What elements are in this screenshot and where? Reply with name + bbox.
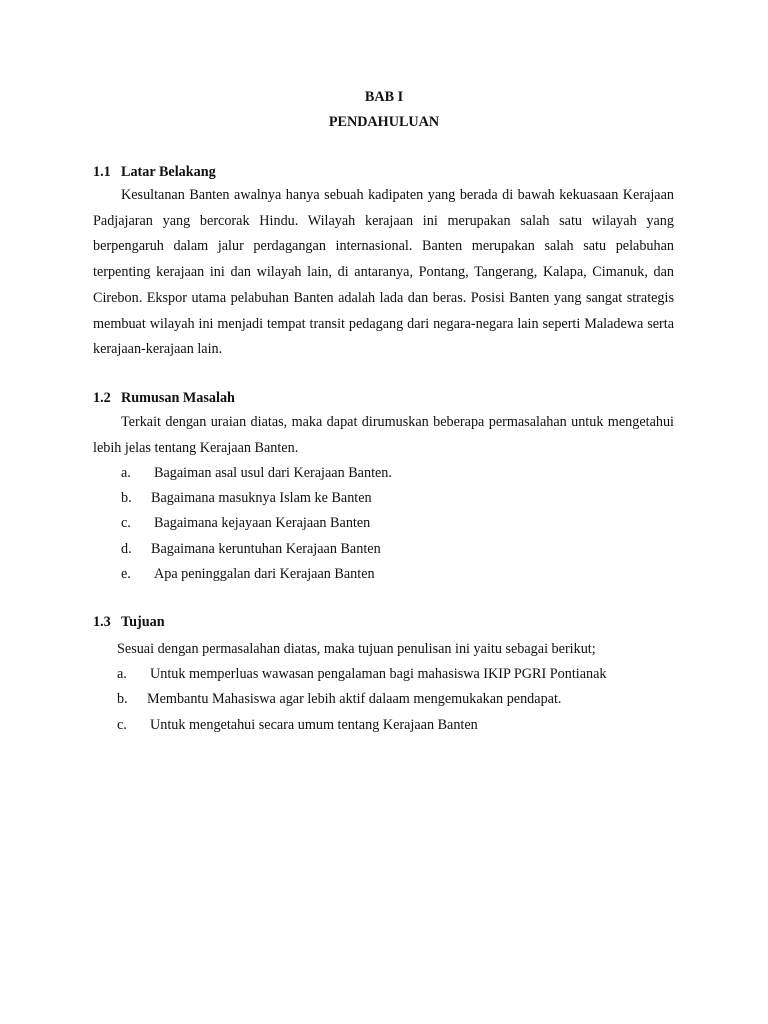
list-item: Membantu Mahasiswa agar lebih aktif dalaam mengemukakan pendapat. bbox=[147, 691, 562, 707]
section-heading-latar-belakang bbox=[93, 164, 216, 181]
list-marker: e. bbox=[121, 566, 131, 582]
list-item: Untuk memperluas wawasan pengalaman bagi mahasiswa IKIP PGRI Pontianak bbox=[150, 666, 607, 682]
tujuan-intro: Sesuai dengan permasalahan diatas, maka tujuan penulisan ini yaitu sebagai berikut; bbox=[117, 641, 596, 657]
chapter-label: BAB I bbox=[364, 89, 404, 105]
list-item: Bagaimana keruntuhan Kerajaan Banten bbox=[151, 541, 381, 557]
list-item: Untuk mengetahui secara umum tentang Kerajaan Banten bbox=[150, 717, 478, 733]
list-item: Bagaimana masuknya Islam ke Banten bbox=[151, 490, 372, 506]
chapter-title: PENDAHULUAN bbox=[328, 114, 440, 130]
list-marker: b. bbox=[117, 691, 128, 707]
section-number: 1.1 bbox=[93, 164, 111, 180]
list-marker: b. bbox=[121, 490, 132, 506]
list-item: Bagaiman asal usul dari Kerajaan Banten. bbox=[154, 465, 392, 481]
list-marker: c. bbox=[121, 515, 131, 531]
rumusan-masalah-paragraph: Terkait dengan uraian diatas, maka dapat dirumuskan beberapa permasalahan untuk mengetahui lebih jelas tentang Kerajaan Banten. bbox=[93, 414, 674, 456]
section-number: 1.3 bbox=[93, 614, 111, 630]
list-marker: a. bbox=[117, 666, 127, 682]
list-marker: c. bbox=[117, 717, 127, 733]
section-number: 1.2 bbox=[93, 390, 111, 406]
list-marker: a. bbox=[121, 465, 131, 481]
latar-belakang-paragraph: Kesultanan Banten awalnya hanya sebuah kadipaten yang berada di bawah kekuasaan Kerajaan Padjajaran yang bercorak Hindu. Wilayah kerajaan ini merupakan salah satu wilayah yang berpengaruh dalam jalur perdagangan internasional. Banten merupakan salah satu pelabuhan terpenting kerajaan ini dan wilayah lain, di antaranya, Pontang, Tangerang, Kalapa, Cimanuk, dan Cirebon. Ekspor utama pelabuhan Banten adalah lada dan beras. Posisi Banten yang sangat strategis membuat wilayah ini menjadi tempat transit pedagang dari negara-negara lain seperti Maladewa serta kerajaan-kerajaan lain. bbox=[93, 187, 674, 358]
section-heading-rumusan-masalah bbox=[93, 390, 235, 407]
section-title: Tujuan bbox=[121, 614, 165, 630]
list-item: Bagaimana kejayaan Kerajaan Banten bbox=[154, 515, 371, 531]
list-marker: d. bbox=[121, 541, 132, 557]
section-title: Latar Belakang bbox=[121, 164, 216, 180]
section-title: Rumusan Masalah bbox=[121, 390, 235, 406]
section-heading-tujuan bbox=[93, 614, 165, 631]
list-item: Apa peninggalan dari Kerajaan Banten bbox=[154, 566, 375, 582]
